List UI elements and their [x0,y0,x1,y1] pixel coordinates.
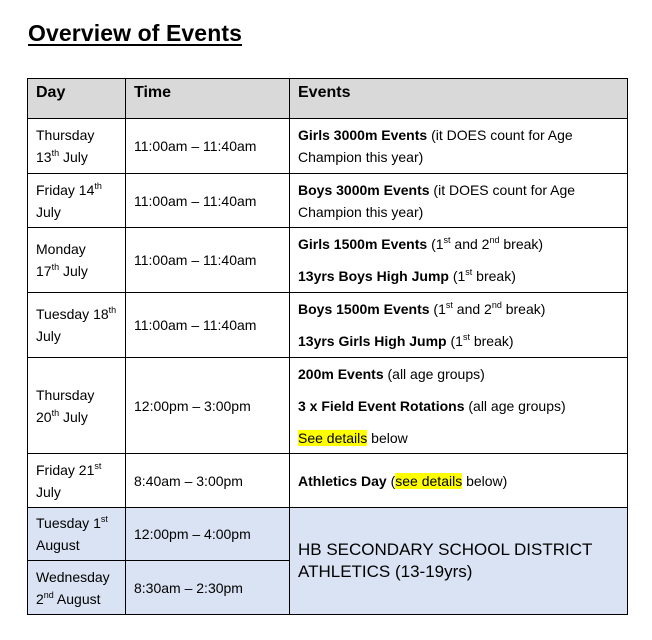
day-suffix: th [94,180,102,191]
ordinal-suffix: nd [491,300,502,310]
event-note: below [367,429,408,446]
events-cell [290,358,628,454]
day-suffix: th [51,262,60,272]
event-name: 13yrs Boys High Jump [298,268,449,284]
table-row [28,119,628,174]
time-cell: 11:00am – 11:40am [126,293,290,358]
day-text: 13 [36,149,52,165]
table-row [28,454,628,508]
day-cell [28,228,126,293]
ordinal-suffix: st [465,267,473,277]
event-name: Girls 1500m Events [298,236,428,252]
event-note: and 2 [450,236,490,252]
table-row [28,228,628,293]
day-cell [28,561,126,615]
time-cell: 12:00pm – 4:00pm [126,508,290,561]
day-text: July [36,328,61,344]
time-cell: 11:00am – 11:40am [126,174,290,228]
day-text: Tuesday 1 [36,515,101,531]
event-name: 13yrs Girls High Jump [298,333,447,349]
event-line [298,265,619,287]
day-suffix: nd [43,589,54,600]
event-line [298,124,619,168]
event-line [298,470,619,492]
day-text: July [59,408,88,425]
day-text: 2 [36,590,44,607]
day-text: 20 [36,408,52,425]
ordinal-suffix: st [445,300,453,310]
table-header-row [28,79,628,119]
events-cell [290,174,628,228]
time-cell: 11:00am – 11:40am [126,119,290,174]
event-name: Athletics Day [298,472,387,489]
day-cell [28,119,126,174]
column-header-day: Day [28,79,126,119]
day-suffix: th [51,148,60,158]
day-suffix: th [51,407,60,418]
event-note: (1 [448,268,466,284]
event-note: (it DOES count for Age Champion this year) [298,127,573,165]
table-row [28,174,628,228]
event-name: Boys 1500m Events [298,301,430,317]
day-suffix: st [94,460,102,471]
day-suffix: st [100,514,108,524]
ordinal-suffix: nd [489,235,500,245]
column-header-events: Events [290,79,628,119]
event-name: 3 x Field Event Rotations [298,397,465,414]
day-cell [28,454,126,508]
day-cell [28,508,126,561]
day-suffix: th [108,305,117,315]
event-note: break) [499,236,544,252]
event-line [298,427,619,449]
day-text: August [36,537,80,553]
day-text: July [36,203,61,220]
day-text: Friday 14 [36,181,95,198]
day-text: Tuesday 18 [36,306,109,322]
day-text: Thursday [36,386,95,403]
events-cell [290,119,628,174]
event-line [298,298,619,320]
events-cell [290,228,628,293]
event-note: and 2 [452,301,492,317]
event-line [298,233,619,255]
event-note: (all age groups) [383,365,485,382]
day-text: Friday 21 [36,461,95,478]
table-row [28,358,628,454]
event-name: 200m Events [298,365,384,382]
event-line [298,363,619,385]
event-note: break) [469,333,514,349]
time-cell: 11:00am – 11:40am [126,228,290,293]
district-athletics-cell: HB SECONDARY SCHOOL DISTRICT ATHLETICS (13-19yrs) [290,508,628,615]
event-line [298,179,619,223]
day-cell [28,174,126,228]
events-cell [290,293,628,358]
event-note: (1 [429,301,446,317]
see-details-highlight: See details [298,429,368,446]
see-details-highlight: see details [395,472,463,489]
events-table [27,78,628,615]
day-text: Wednesday [36,568,110,585]
day-text: July [59,149,88,165]
time-cell: 12:00pm – 3:00pm [126,358,290,454]
day-text: July [59,263,88,279]
table-row [28,508,628,561]
event-note: break) [501,301,546,317]
event-note: (1 [446,333,463,349]
event-note: (it DOES count for Age Champion this year) [298,181,576,220]
day-text: August [53,590,101,607]
event-note: (1 [427,236,444,252]
day-text: July [36,483,61,500]
day-cell [28,293,126,358]
ordinal-suffix: st [462,332,470,342]
time-cell: 8:40am – 3:00pm [126,454,290,508]
table-row [28,293,628,358]
page-title: Overview of Events [28,20,242,46]
event-note: below) [462,472,508,489]
event-line [298,330,619,352]
event-name: Boys 3000m Events [298,181,430,198]
event-note: ( [386,472,396,489]
event-note: break) [472,268,516,284]
day-text: Monday [36,241,86,257]
event-line [298,395,619,417]
ordinal-suffix: st [443,235,451,245]
column-header-time: Time [126,79,290,119]
events-cell [290,454,628,508]
event-note: (all age groups) [464,397,566,414]
day-text: 17 [36,263,52,279]
time-cell: 8:30am – 2:30pm [126,561,290,615]
day-cell [28,358,126,454]
day-text: Thursday [36,127,95,143]
event-name: Girls 3000m Events [298,127,428,143]
